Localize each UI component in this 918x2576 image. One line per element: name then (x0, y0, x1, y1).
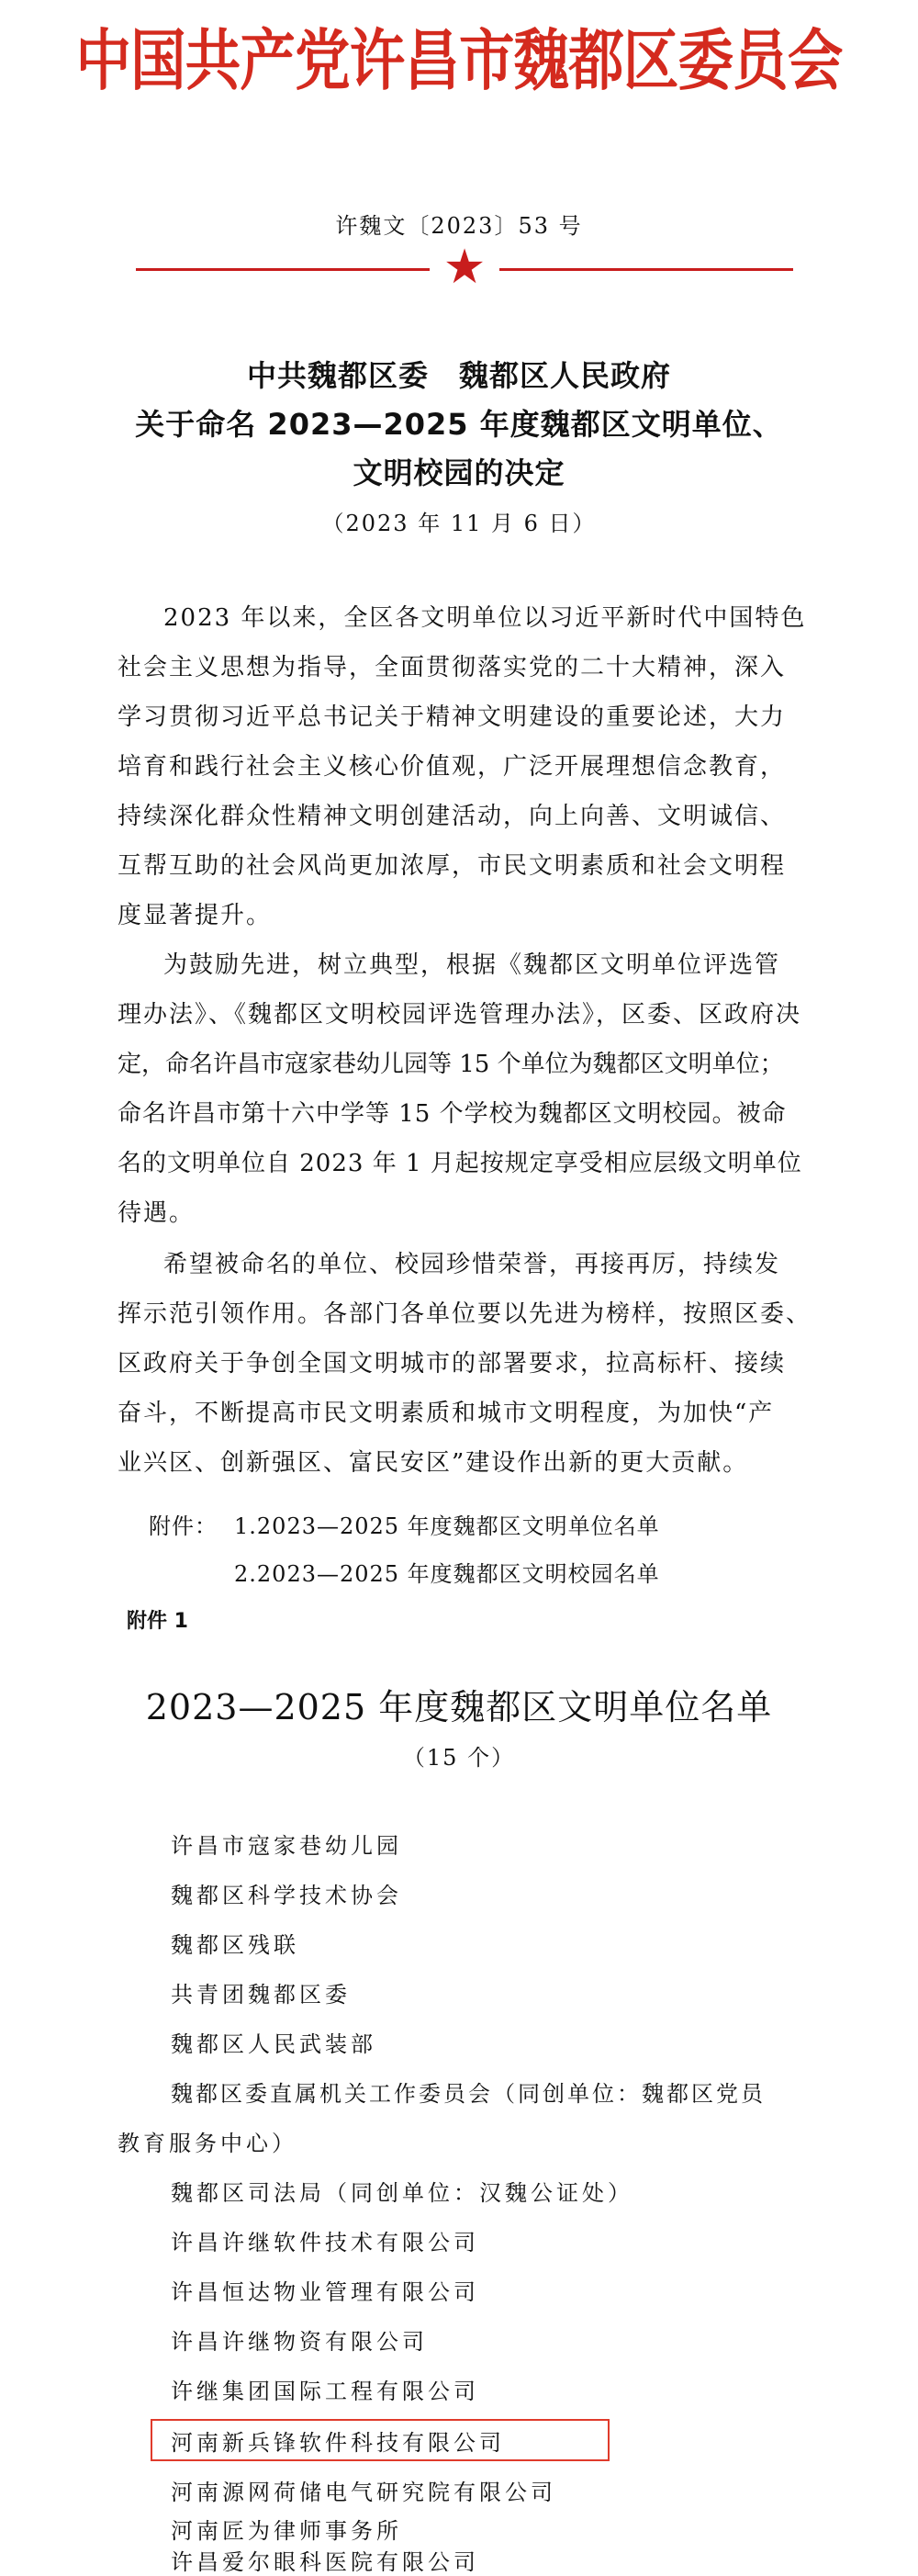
unit-list-item: 魏都区科学技术协会 (171, 1883, 402, 1908)
paragraph-1-line: 持续深化群众性精神文明创建活动，向上向善、文明诚信、 (118, 803, 787, 830)
paragraph-2-line: 名的文明单位自 2023 年 1 月起按规定享受相应层级文明单位 (118, 1150, 802, 1177)
paragraph-1-line: 学习贯彻习近平总书记关于精神文明建设的重要论述，大力 (118, 703, 787, 731)
annex-label: 附件 1 (127, 1610, 188, 1633)
paragraph-2-line: 理办法》、《魏都区文明校园评选管理办法》，区委、区政府决 (118, 1001, 802, 1029)
unit-list-item: 许昌爱尔眼科医院有限公司 (171, 2549, 479, 2575)
paragraph-1-line: 互帮互助的社会风尚更加浓厚，市民文明素质和社会文明程 (118, 852, 787, 880)
unit-list-item: 魏都区司法局（同创单位：汉魏公证处） (171, 2180, 633, 2206)
paragraph-3-line: 业兴区、创新强区、富民安区”建设作出新的更大贡献。 (118, 1449, 749, 1477)
paragraph-3-line: 挥示范引领作用。各部门各单位要以先进为榜样，按照区委、 (118, 1300, 812, 1328)
unit-list-item-continued: 教育服务中心） (118, 2131, 297, 2156)
document-number: 许魏文〔2023〕53 号 (335, 213, 583, 239)
unit-list-item: 许昌许继软件技术有限公司 (171, 2230, 479, 2255)
paragraph-3-line: 奋斗，不断提高市民文明素质和城市文明程度，为加快“产 (118, 1400, 775, 1427)
paragraph-1-line: 2023 年以来，全区各文明单位以习近平新时代中国特色 (163, 604, 807, 632)
paragraph-3-line: 希望被命名的单位、校园珍惜荣誉，再接再厉，持续发 (163, 1251, 781, 1278)
paragraph-3-line: 区政府关于争创全国文明城市的部署要求，拉高标杆、接续 (118, 1350, 787, 1378)
unit-list-item: 许继集团国际工程有限公司 (171, 2379, 479, 2404)
unit-list-item: 河南匠为律师事务所 (171, 2518, 402, 2544)
title-line-2: 关于命名 2023—2025 年度魏都区文明单位、 (135, 407, 783, 442)
red-rule-left (136, 268, 430, 271)
unit-list-item: 许昌许继物资有限公司 (171, 2329, 428, 2355)
unit-list-item-highlighted: 河南新兵锋软件科技有限公司 (171, 2430, 505, 2456)
title-line-1: 中共魏都区委 魏都区人民政府 (246, 358, 671, 393)
attachment-item-2: 2.2023—2025 年度魏都区文明校园名单 (234, 1561, 660, 1587)
unit-list-item: 魏都区委直属机关工作委员会（同创单位：魏都区党员 (171, 2081, 766, 2107)
unit-list-item: 许昌市寇家巷幼儿园 (171, 1833, 402, 1859)
attachment-item-1: 1.2023—2025 年度魏都区文明单位名单 (234, 1513, 660, 1539)
paragraph-1-line: 社会主义思想为指导，全面贯彻落实党的二十大精神，深入 (118, 654, 787, 681)
decision-date: （2023 年 11 月 6 日） (321, 511, 597, 536)
paragraph-1-line: 培育和践行社会主义核心价值观，广泛开展理想信念教育， (118, 753, 787, 781)
title-line-3: 文明校园的决定 (353, 456, 565, 490)
paragraph-2-line: 待遇。 (118, 1199, 196, 1227)
unit-list-item: 共青团魏都区委 (171, 1982, 351, 2008)
annex-count: （15 个） (402, 1745, 516, 1771)
star-icon: ★ (442, 240, 487, 295)
unit-list-item: 河南源网荷储电气研究院有限公司 (171, 2480, 556, 2505)
red-rule-right (499, 268, 793, 271)
attachments-label: 附件： (149, 1513, 218, 1539)
masthead: 中国共产党许昌市魏都区委员会 (75, 22, 843, 99)
paragraph-2-line: 定，命名许昌市寇家巷幼儿园等 15 个单位为魏都区文明单位； (118, 1051, 784, 1078)
unit-list-item: 魏都区人民武装部 (171, 2031, 376, 2057)
paragraph-2-line: 为鼓励先进，树立典型，根据《魏都区文明单位评选管 (163, 951, 781, 979)
annex-title: 2023—2025 年度魏都区文明单位名单 (145, 1687, 773, 1727)
unit-list-item: 许昌恒达物业管理有限公司 (171, 2279, 479, 2305)
paragraph-1-line: 度显著提升。 (118, 902, 273, 929)
unit-list-item: 魏都区残联 (171, 1932, 299, 1958)
paragraph-2-line: 命名许昌市第十六中学等 15 个学校为魏都区文明校园。被命 (118, 1100, 787, 1128)
